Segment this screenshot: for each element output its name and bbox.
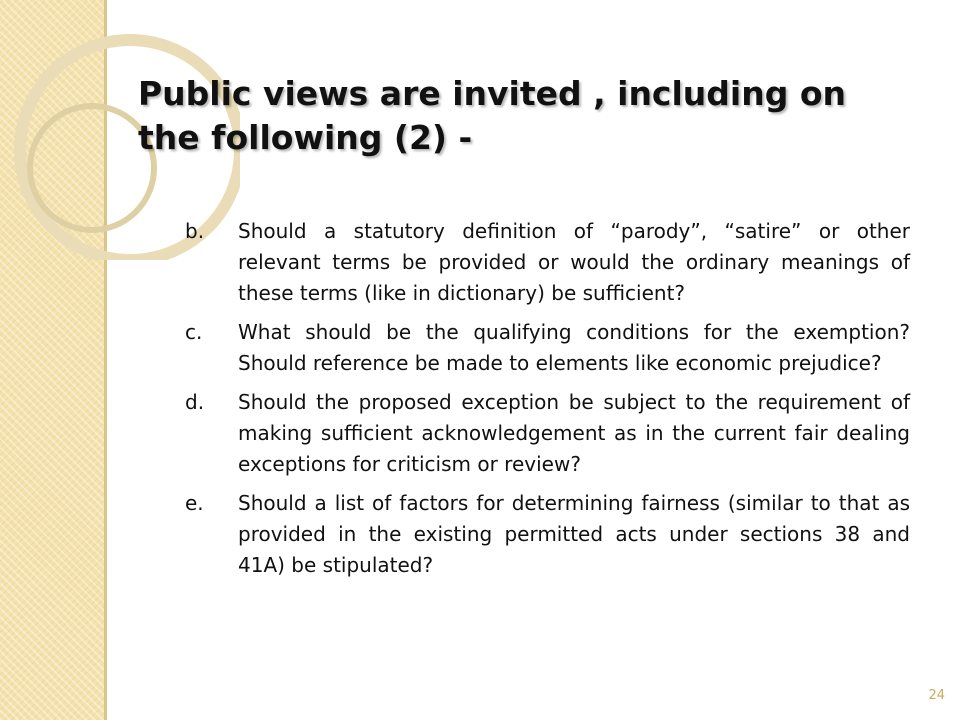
question-list [185, 216, 910, 589]
slide-title [138, 72, 898, 160]
list-item [185, 216, 910, 309]
page-number: 24 [928, 688, 945, 703]
list-item-text: Should a list of factors for determining fairness (similar to that as provided in the existing permitted acts under sections 38 and 41A) be stipulated? [238, 491, 910, 577]
list-item [185, 317, 910, 379]
list-item-marker: e. [185, 491, 204, 515]
list-item [185, 488, 910, 581]
list-item-text: Should the proposed exception be subject to the requirement of making sufficient acknowledgement as in the current fair dealing exceptions for criticism or review? [238, 390, 910, 476]
list-item-marker: d. [185, 390, 205, 414]
list-item [185, 387, 910, 480]
list-item-marker: c. [185, 320, 203, 344]
list-item-text: Should a statutory definition of “parody”, “satire” or other relevant terms be provided or would the ordinary meanings of these terms (like in dictionary) be sufficient? [238, 219, 910, 305]
list-item-marker: b. [185, 219, 205, 243]
list-item-text: What should be the qualifying conditions for the exemption? Should reference be made to elements like economic prejudice? [238, 320, 910, 375]
decorative-small-ring [30, 106, 154, 230]
slide-title-line-2: the following (2) - [138, 118, 473, 157]
slide-title-line-1: Public views are invited , including on [138, 74, 847, 113]
